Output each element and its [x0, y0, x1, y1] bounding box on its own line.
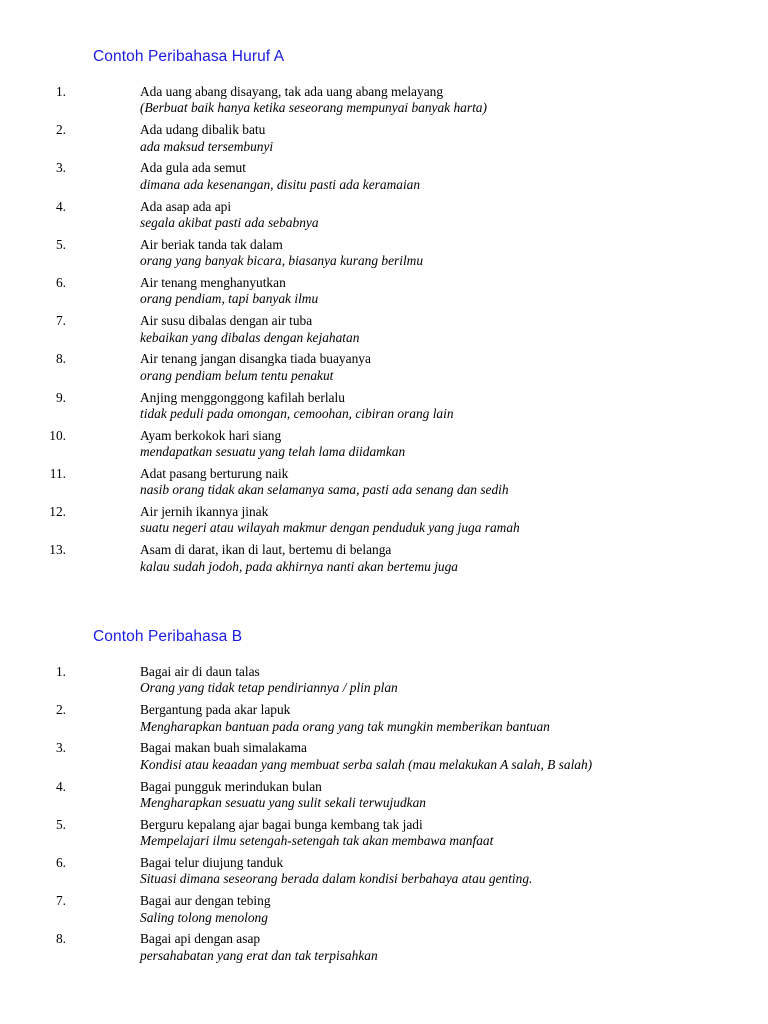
proverb-text: Bagai telur diujung tanduk: [140, 854, 284, 870]
proverb-text: Bagai api dengan asap: [140, 931, 261, 947]
meaning-text: orang yang banyak bicara, biasanya kurang berilmu: [140, 253, 424, 269]
list-item: [0, 351, 700, 389]
list-item: [0, 84, 700, 122]
item-number: 4.: [55, 198, 66, 214]
list-item: [0, 122, 700, 160]
list-item: [0, 817, 700, 855]
item-number: 6.: [55, 274, 66, 290]
meaning-text: kebaikan yang dibalas dengan kejahatan: [140, 329, 360, 345]
proverb-text: Air susu dibalas dengan air tuba: [140, 313, 313, 329]
proverb-list-a: [0, 84, 700, 580]
list-item: [0, 779, 700, 817]
proverb-text: Asam di darat, ikan di laut, bertemu di belanga: [140, 542, 392, 558]
item-number: 1.: [55, 84, 66, 99]
proverb-text: Adat pasang berturung naik: [140, 465, 289, 481]
list-item: [0, 390, 700, 428]
proverb-text: Bergantung pada akar lapuk: [140, 702, 291, 718]
meaning-text: Mempelajari ilmu setengah-setengah tak akan membawa manfaat: [140, 833, 494, 849]
item-number: 2.: [55, 122, 66, 138]
list-item: [0, 160, 700, 198]
meaning-text: tidak peduli pada omongan, cemoohan, cibiran orang lain: [140, 405, 454, 421]
proverb-text: Air jernih ikannya jinak: [140, 504, 269, 520]
proverb-list-b: [0, 664, 700, 970]
meaning-text: Kondisi atau keaadan yang membuat serba salah (mau melakukan A salah, B salah): [140, 756, 593, 772]
list-item: [0, 893, 700, 931]
item-number: 7.: [55, 313, 66, 329]
proverb-text: Air tenang jangan disangka tiada buayanya: [140, 351, 371, 367]
meaning-text: suatu negeri atau wilayah makmur dengan penduduk yang juga ramah: [140, 520, 520, 536]
item-number: 10.: [49, 427, 66, 443]
meaning-text: mendapatkan sesuatu yang telah lama diidamkan: [140, 444, 406, 460]
meaning-text: Mengharapkan bantuan pada orang yang tak mungkin memberikan bantuan: [140, 718, 550, 734]
list-item: [0, 702, 700, 740]
list-item: [0, 237, 700, 275]
item-number: 3.: [55, 160, 66, 176]
proverb-text: Berguru kepalang ajar bagai bunga kembang tak jadi: [140, 816, 423, 832]
section-title-b: Contoh Peribahasa B: [93, 628, 243, 645]
meaning-text: orang pendiam, tapi banyak ilmu: [140, 291, 319, 307]
item-number: 5.: [55, 236, 66, 252]
proverb-text: Ada udang dibalik batu: [140, 122, 266, 138]
proverb-text: Ada gula ada semut: [140, 160, 246, 176]
meaning-text: nasib orang tidak akan selamanya sama, pasti ada senang dan sedih: [140, 482, 509, 498]
meaning-text: Situasi dimana seseorang berada dalam kondisi berbahaya atau genting.: [140, 871, 533, 887]
meaning-text: segala akibat pasti ada sebabnya: [140, 214, 319, 230]
item-number: 3.: [55, 740, 66, 756]
meaning-text: Saling tolong menolong: [140, 909, 268, 925]
proverb-text: Air tenang menghanyutkan: [140, 274, 286, 290]
item-number: 12.: [49, 504, 66, 520]
item-number: 7.: [55, 893, 66, 909]
item-number: 4.: [55, 778, 66, 794]
item-number: 9.: [55, 389, 66, 405]
meaning-text: kalau sudah jodoh, pada akhirnya nanti akan bertemu juga: [140, 558, 458, 574]
list-item: [0, 275, 700, 313]
meaning-text: Mengharapkan sesuatu yang sulit sekali terwujudkan: [140, 794, 427, 810]
proverb-text: Ayam berkokok hari siang: [140, 427, 282, 443]
list-item: [0, 504, 700, 542]
list-item: [0, 542, 700, 580]
section-title-a: Contoh Peribahasa Huruf A: [93, 48, 285, 65]
proverb-text: Anjing menggonggong kafilah berlalu: [140, 389, 345, 405]
proverb-text: Ada uang abang disayang, tak ada uang abang melayang: [140, 84, 444, 99]
item-number: 11.: [49, 465, 66, 481]
list-item: [0, 855, 700, 893]
list-item: [0, 931, 700, 969]
proverb-text: Ada asap ada api: [140, 198, 232, 214]
item-number: 2.: [55, 702, 66, 718]
item-number: 13.: [49, 542, 66, 558]
list-item: [0, 199, 700, 237]
item-number: 1.: [55, 664, 66, 679]
meaning-text: dimana ada kesenangan, disitu pasti ada keramaian: [140, 176, 421, 192]
proverb-text: Bagai air di daun talas: [140, 664, 260, 679]
item-number: 6.: [55, 854, 66, 870]
list-item: [0, 313, 700, 351]
list-item: [0, 428, 700, 466]
item-number: 8.: [55, 931, 66, 947]
proverb-text: Bagai aur dengan tebing: [140, 893, 271, 909]
meaning-text: orang pendiam belum tentu penakut: [140, 367, 334, 383]
proverb-text: Bagai pungguk merindukan bulan: [140, 778, 322, 794]
meaning-text: ada maksud tersembunyi: [140, 138, 274, 154]
proverb-text: Bagai makan buah simalakama: [140, 740, 307, 756]
proverb-text: Air beriak tanda tak dalam: [140, 236, 283, 252]
meaning-text: (Berbuat baik hanya ketika seseorang mempunyai banyak harta): [140, 100, 487, 116]
list-item: [0, 466, 700, 504]
meaning-text: persahabatan yang erat dan tak terpisahkan: [140, 947, 378, 963]
meaning-text: Orang yang tidak tetap pendiriannya / plin plan: [140, 680, 398, 696]
list-item: [0, 740, 700, 778]
list-item: [0, 664, 700, 702]
item-number: 8.: [55, 351, 66, 367]
item-number: 5.: [55, 816, 66, 832]
